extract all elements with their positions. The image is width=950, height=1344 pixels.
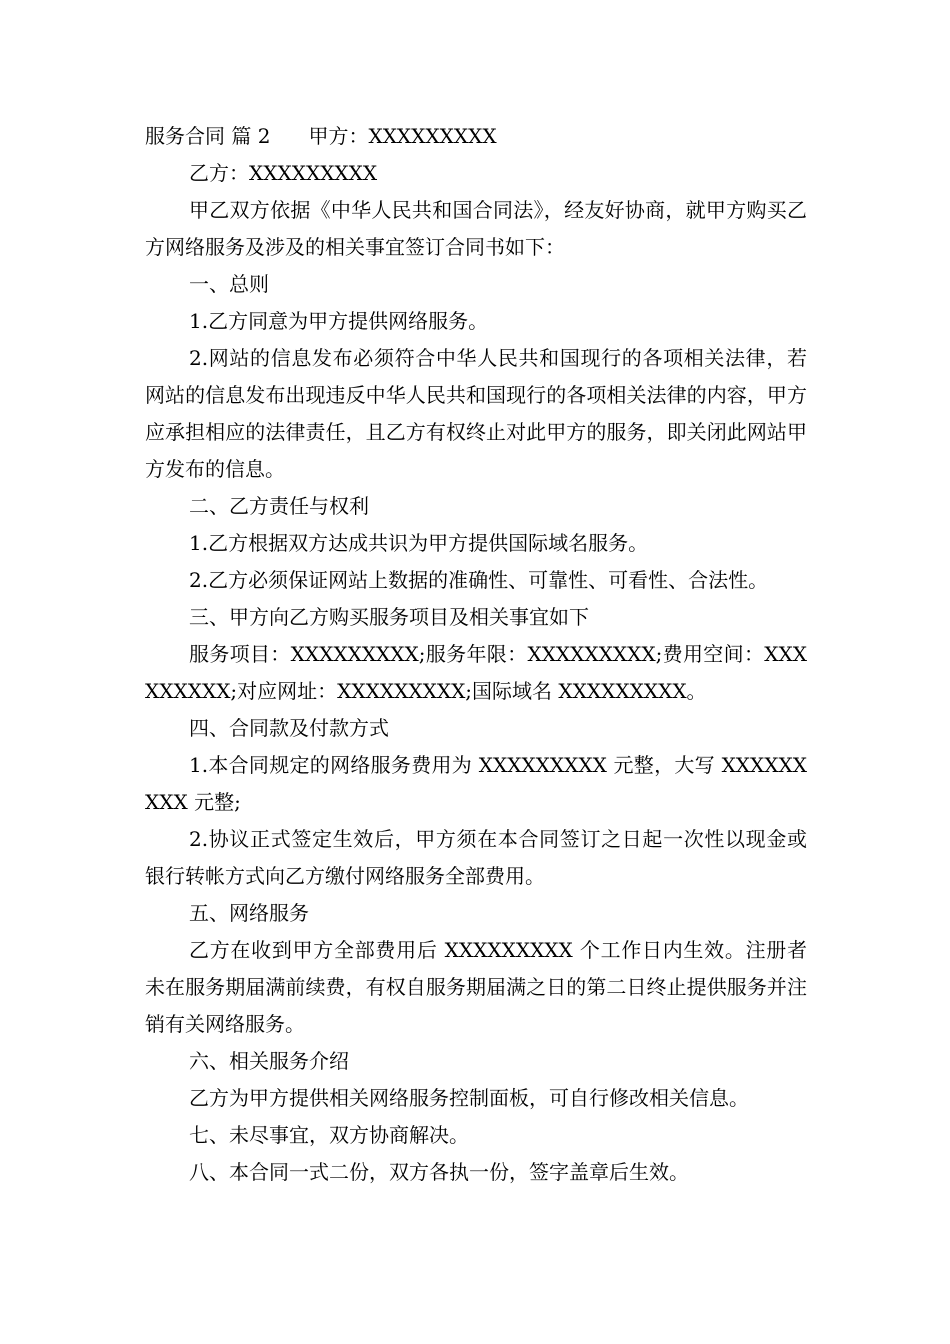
section-5-item-1: 乙方在收到甲方全部费用后 XXXXXXXXX 个工作日内生效。注册者未在服务期届满前续费，有权自服务期届满之日的第二日终止提供服务并注销有关网络服务。 [145,938,807,1036]
section-5-heading: 五、网络服务 [189,901,309,925]
section-2-item-2: 2.乙方必须保证网站上数据的准确性、可靠性、可看性、合法性。 [189,568,769,592]
section-1-item-1: 1.乙方同意为甲方提供网络服务。 [189,309,489,333]
section-2-item-1: 1.乙方根据双方达成共识为甲方提供国际域名服务。 [189,531,649,555]
document-body [145,118,807,1191]
party-a: 甲方：XXXXXXXXX [308,124,497,148]
party-b: 乙方：XXXXXXXXX [189,161,378,185]
section-1-heading: 一、总则 [189,272,269,296]
section-1-item-2: 2.网站的信息发布必须符合中华人民共和国现行的各项相关法律，若网站的信息发布出现违反中华人民共和国现行的各项相关法律的内容，甲方应承担相应的法律责任，且乙方有权终止对此甲方的服务，即关闭此网站甲方发布的信息。 [145,346,807,481]
section-6-heading: 六、相关服务介绍 [189,1049,349,1073]
section-6-item-1: 乙方为甲方提供相关网络服务控制面板，可自行修改相关信息。 [189,1086,749,1110]
section-3-item-1: 服务项目：XXXXXXXXX;服务年限：XXXXXXXXX;费用空间：XXXXXXXXX;对应网址：XXXXXXXXX;国际域名 XXXXXXXXX。 [145,642,807,703]
section-8-heading: 八、本合同一式二份，双方各执一份，签字盖章后生效。 [189,1160,689,1184]
section-4-heading: 四、合同款及付款方式 [189,716,389,740]
title-line [145,118,807,155]
section-2-heading: 二、乙方责任与权利 [189,494,369,518]
section-3-heading: 三、甲方向乙方购买服务项目及相关事宜如下 [189,605,589,629]
section-7-heading: 七、未尽事宜，双方协商解决。 [189,1123,469,1147]
document-title: 服务合同 篇 2 [145,124,271,148]
intro-paragraph: 甲乙双方依据《中华人民共和国合同法》，经友好协商，就甲方购买乙方网络服务及涉及的相关事宜签订合同书如下： [145,198,807,259]
section-4-item-2: 2.协议正式签定生效后，甲方须在本合同签订之日起一次性以现金或银行转帐方式向乙方缴付网络服务全部费用。 [145,827,807,888]
section-4-item-1: 1.本合同规定的网络服务费用为 XXXXXXXXX 元整，大写 XXXXXXXXX 元整; [145,753,807,814]
